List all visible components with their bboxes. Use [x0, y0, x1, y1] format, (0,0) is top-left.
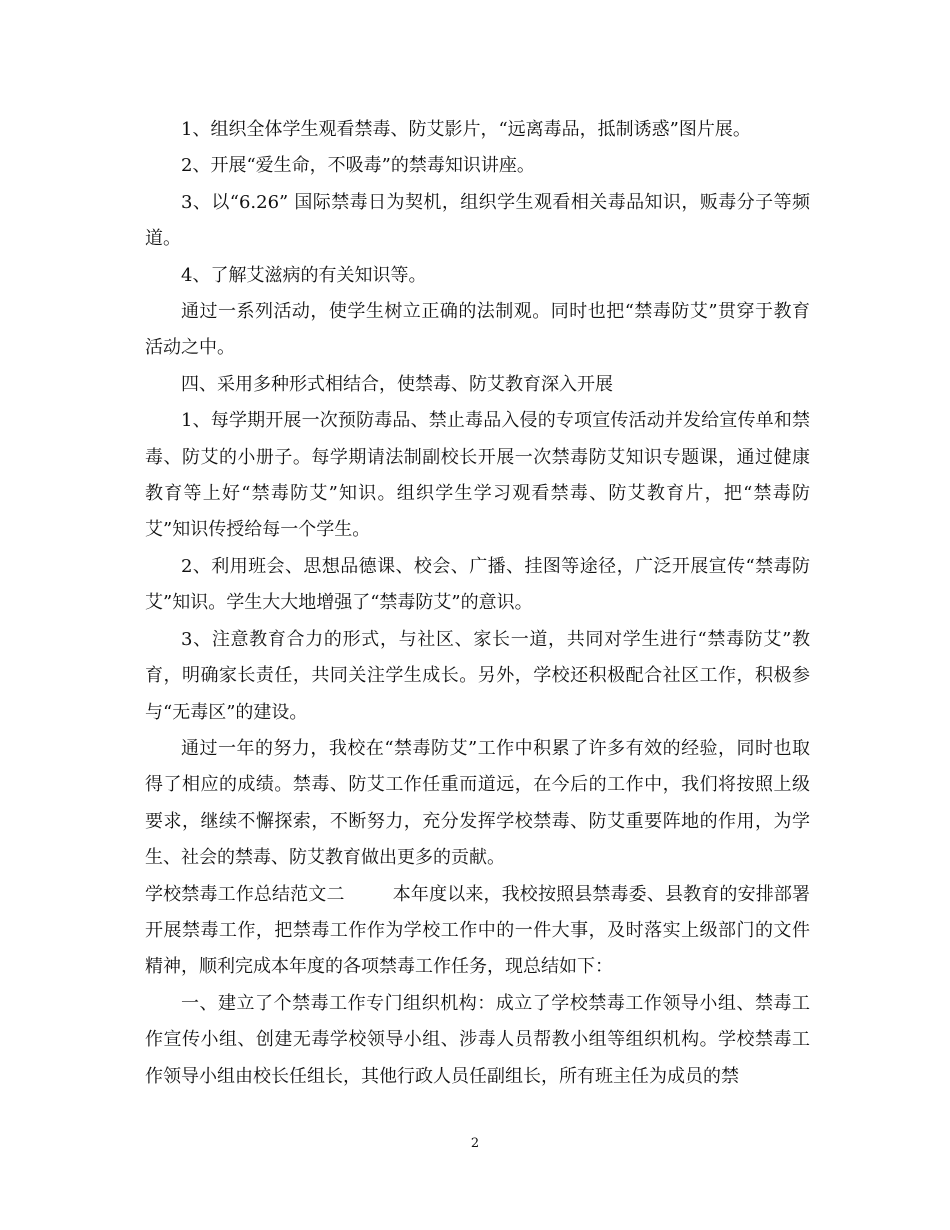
section-title: 学校禁毒工作总结范文二 [145, 883, 345, 905]
section-intro: 本年度以来，我校按照县禁毒委、县教育的安排部署开展禁毒工作，把禁毒工作作为学校工作中的一件大事，及时落实上级部门的文件精神，顺利完成本年度的各项禁毒工作任务，现总结如下： [145, 883, 811, 978]
paragraph-7: 2、利用班会、思想品德课、校会、广播、挂图等途径，广泛开展宣传“禁毒防艾”知识。学生大大地增强了“禁毒防艾”的意识。 [145, 555, 810, 614]
paragraph-3: 3、以“6.26” 国际禁毒日为契机，组织学生观看相关毒品知识，贩毒分子等频道。 [145, 191, 810, 250]
paragraph-6: 1、每学期开展一次预防毒品、禁止毒品入侵的专项宣传活动并发给宣传单和禁毒、防艾的小册子。每学期请法制副校长开展一次禁毒防艾知识专题课，通过健康教育等上好“禁毒防艾”知识。组织学生学习观看禁毒、防艾教育片，把“禁毒防艾”知识传授给每一个学生。 [145, 410, 810, 541]
page-number: 2 [470, 1136, 480, 1151]
paragraph-9: 通过一年的努力，我校在“禁毒防艾”工作中积累了许多有效的经验，同时也取得了相应的成绩。禁毒、防艾工作任重而道远，在今后的工作中，我们将按照上级要求，继续不懈探索，不断努力，充分发挥学校禁毒、防艾重要阵地的作用，为学生、社会的禁毒、防艾教育做出更多的贡献。 [145, 737, 810, 869]
document-body [145, 112, 810, 1095]
section-intro-paragraph [145, 877, 810, 986]
paragraph-10: 一、建立了个禁毒工作专门组织机构：成立了学校禁毒工作领导小组、禁毒工作宣传小组、创建无毒学校领导小组、涉毒人员帮教小组等组织机构。学校禁毒工作领导小组由校长任组长，其他行政人员任副组长，所有班主任为成员的禁 [145, 992, 810, 1087]
section-heading-4: 四、采用多种形式相结合，使禁毒、防艾教育深入开展 [181, 373, 613, 395]
paragraph-8: 3、注意教育合力的形式，与社区、家长一道，共同对学生进行“禁毒防艾”教育，明确家长责任，共同关注学生成长。另外，学校还积极配合社区工作，积极参与“无毒区”的建设。 [145, 628, 810, 723]
paragraph-4: 4、了解艾滋病的有关知识等。 [181, 264, 427, 286]
paragraph-1: 1、组织全体学生观看禁毒、防艾影片，“远离毒品，抵制诱惑”图片展。 [181, 119, 751, 140]
paragraph-2: 2、开展“爱生命，不吸毒”的禁毒知识讲座。 [181, 155, 535, 177]
paragraph-5: 通过一系列活动，使学生树立正确的法制观。同时也把“禁毒防艾”贯穿于教育活动之中。 [145, 301, 810, 359]
